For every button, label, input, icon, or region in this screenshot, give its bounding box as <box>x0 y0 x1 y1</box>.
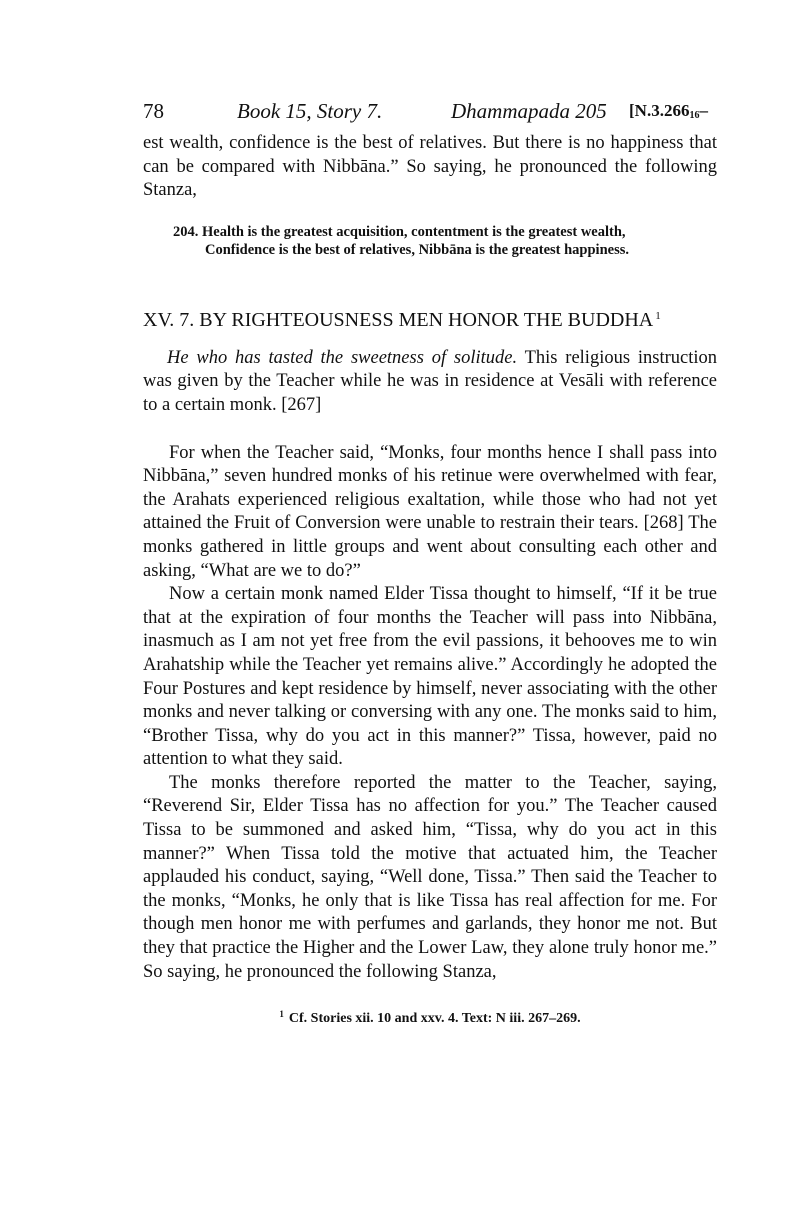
stanza-line-1: Health is the greatest acquisition, contentment is the greatest wealth, <box>202 223 626 240</box>
body-paragraph-1: For when the Teacher said, “Monks, four months hence I shall pass into Nibbāna,” seven hundred monks of his retinue were overwhelmed with fear, the Arahats experienced religious exaltation, while those who had not yet attained the Fruit of Conversion were unable to restrain their tears. [268] The monks gathered in little groups and went about consulting each other and asking, “What are we to do?” <box>143 442 717 581</box>
continued-paragraph: est wealth, confidence is the best of relatives. But there is no happiness that can be compared with Nibbāna.” So saying, he pronounced the following Stanza, <box>143 133 717 201</box>
section-title-text: XV. 7. BY RIGHTEOUSNESS MEN HONOR THE BUDDHA <box>143 308 654 331</box>
footnote-number: 1 <box>279 1009 284 1020</box>
source-ref-main: [N.3.266 <box>629 101 690 120</box>
stanza-number: 204. <box>173 223 199 240</box>
intro-text: This religious instruction was given by the Teacher while he was in residence at Vesāli with reference to a certain monk. [267] <box>143 347 717 415</box>
verse-reference: Dhammapada 205 <box>451 99 607 123</box>
stanza-204 <box>173 223 717 260</box>
footnote-marker[interactable]: 1 <box>655 309 661 322</box>
source-ref-end: – <box>699 101 708 120</box>
running-header <box>143 96 717 126</box>
intro-quote: He who has tasted the sweetness of solitude. <box>167 347 518 368</box>
book-story-label: Book 15, Story 7. <box>237 99 383 123</box>
stanza-line-2: Confidence is the best of relatives, Nibbāna is the greatest happiness. <box>205 242 629 259</box>
footnote <box>143 1005 717 1028</box>
intro-paragraph <box>143 347 717 418</box>
body-paragraph-3: The monks therefore reported the matter to the Teacher, saying, “Reverend Sir, Elder Tissa has no affection for you.” The Teacher caused Tissa to be summoned and asked him, “Tissa, why do you act in this manner?” When Tissa told the motive that actuated him, the Teacher applauded his conduct, saying, “Well done, Tissa.” Then said the Teacher to the monks, “Monks, he only that is like Tissa has real affection for me. For though men honor me with perfumes and garlands, they honor me not. But they that practice the Higher and the Lower Law, they alone truly honor me.” So saying, he pronounced the following Stanza, <box>143 772 717 982</box>
footnote-text: Cf. Stories xii. 10 and xxv. 4. Text: N iii. 267–269. <box>288 1011 581 1027</box>
page-number: 78 <box>143 99 164 123</box>
body-paragraph-2: Now a certain monk named Elder Tissa thought to himself, “If it be true that at the expiration of four months the Teacher will pass into Nibbāna, inasmuch as I am not yet free from the evil passions, it behooves me to win Arahatship while the Teacher yet remains alive.” Accordingly he adopted the Four Postures and kept residence by himself, never associating with the other monks and never talking or conversing with any one. The monks said to him, “Brother Tissa, why do you act in this manner?” Tissa, however, paid no attention to what they said. <box>143 584 717 770</box>
section-heading <box>143 303 717 333</box>
book-page <box>143 96 717 1028</box>
source-reference <box>629 96 708 131</box>
source-ref-sub: 16 <box>689 110 700 121</box>
